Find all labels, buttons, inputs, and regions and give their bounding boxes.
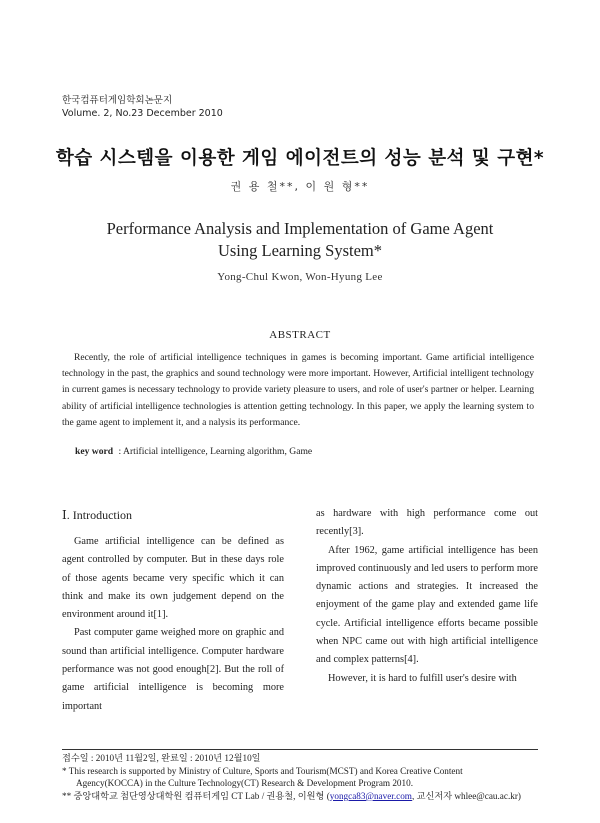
- body-column-left: [62, 533, 284, 716]
- english-title-line-2: Using Learning System*: [217, 241, 383, 260]
- keywords: [75, 446, 312, 457]
- journal-name: 한국컴퓨터게임학회논문지: [62, 95, 173, 106]
- paragraph: However, it is hard to fulfill user's desire with: [328, 672, 517, 684]
- journal-issue: Volume. 2, No.23 December 2010: [62, 108, 223, 119]
- keywords-label: key word: [75, 446, 114, 457]
- english-title: [0, 218, 600, 262]
- footnotes: [62, 752, 538, 802]
- english-authors: Yong-Chul Kwon, Won-Hyung Lee: [217, 271, 383, 283]
- footnote-received: 접수일 : 2010년 11월2일, 완료일 : 2010년 12월10일: [62, 753, 261, 763]
- email-link[interactable]: yongca83@naver.com: [329, 790, 412, 801]
- section-heading: Ⅰ. Introduction: [62, 508, 133, 522]
- affiliation-text-end: , 교신저자 whlee@cau.ac.kr): [411, 790, 521, 801]
- korean-authors: 권 용 철**, 이 원 형**: [230, 180, 370, 193]
- footnote-funding: * This research is supported by Ministry of Culture, Sports and Tourism(MCST) and Korea Creative Content: [62, 765, 463, 776]
- footnote-affiliation: [62, 790, 538, 803]
- abstract-body: Recently, the role of artificial intelligence techniques in games is becoming important. Game artificial intelligence technology in the past, the graphics and sound technology were more important. However, Artificial intelligent technology in current games is necessary technology to provide variety pleasure to users, and role of user's partner or helper. Learning ability of artificial intelligence technologies is attention getting technology. In this paper, we apply the learning system to the game agent to implement it, and a nalysis its performance.: [62, 352, 534, 428]
- journal-header: [62, 94, 223, 120]
- abstract-heading: ABSTRACT: [269, 329, 331, 341]
- paragraph: Game artificial intelligence can be defined as agent controlled by computer. But in these days role of those agents became very specific which it can think and make its own judgement depend on the environment around it[1].: [62, 536, 284, 621]
- footnote-funding-cont: Agency(KOCCA) in the Culture Technology(CT) Research & Development Program 2010.: [76, 778, 414, 789]
- footnote-divider: [62, 749, 538, 750]
- paragraph: Past computer game weighed more on graphic and sound than artificial intelligence. Computer hardware performance was not good enough[2]. But the roll of game artificial intelligence is becoming more important: [62, 627, 284, 712]
- affiliation-text: ** 중앙대학교 첨단영상대학원 컴퓨터게임 CT Lab / 권용철, 이원형 (: [62, 790, 330, 801]
- korean-title: 학습 시스템을 이용한 게임 에이전트의 성능 분석 및 구현*: [55, 148, 545, 169]
- body-column-right: [316, 505, 538, 688]
- paragraph: as hardware with high performance come out recently[3].: [316, 508, 538, 538]
- english-title-line-1: Performance Analysis and Implementation of Game Agent: [106, 219, 494, 238]
- paragraph: After 1962, game artificial intelligence has been improved continuously and led users to perform more dynamic actions and strategies. It increased the enjoyment of the game play and extended game life cycle. Artificial intelligence efforts became possible when NPC came out with high artificial intelligence and complex patterns[4].: [316, 544, 538, 666]
- keywords-text: : Artificial intelligence, Learning algorithm, Game: [118, 446, 313, 457]
